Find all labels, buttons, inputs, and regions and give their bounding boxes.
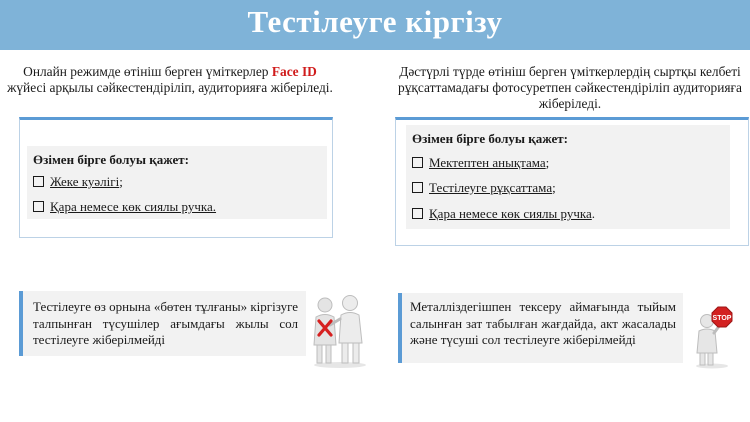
online-requirements-box (27, 146, 327, 219)
metal-detector-warning-box (398, 293, 683, 363)
online-requirements-panel (19, 117, 333, 238)
traditional-requirements-box (406, 125, 730, 229)
title-banner (0, 0, 750, 50)
requirement-punct: ; (119, 174, 123, 189)
traditional-requirements-title: Өзімен бірге болуы қажет: (412, 131, 568, 146)
traditional-requirements-panel (395, 117, 749, 246)
two-people-forbidden-icon (308, 293, 372, 369)
requirement-label: Тестілеуге рұқсаттама (429, 180, 553, 195)
checkbox-square-icon (412, 208, 423, 219)
online-intro-end: жүйесі арқылы сәйкестендіріліп, аудиторияға жіберіледі. (7, 80, 333, 95)
requirement-label: Жеке куәлігі (50, 174, 120, 189)
requirement-punct: ; (552, 180, 556, 195)
requirement-label: Мектептен анықтама (429, 155, 546, 170)
accent-stripe (19, 291, 23, 356)
checkbox-square-icon (412, 157, 423, 168)
traditional-requirement-school-certificate (412, 155, 549, 171)
traditional-requirement-test-permit (412, 180, 556, 196)
online-intro (4, 64, 336, 96)
traditional-requirement-pen (412, 206, 595, 222)
requirement-label: Қара немесе көк сиялы ручка (429, 206, 592, 221)
online-intro-start: Онлайн режимде өтініш берген үміткерлер (23, 64, 272, 79)
checkbox-square-icon (412, 182, 423, 193)
stop-sign-text: STOP (712, 315, 732, 322)
face-id-highlight: Face ID (271, 64, 317, 79)
requirement-punct: . (591, 206, 596, 221)
online-requirements-title: Өзімен бірге болуы қажет: (33, 152, 189, 167)
checkbox-square-icon (33, 201, 44, 212)
accent-stripe (398, 293, 402, 363)
person-stop-sign-icon (690, 297, 736, 369)
traditional-intro: Дәстүрлі түрде өтініш берген үміткерлердің сыртқы келбеті рұқсаттамадағы фотосуретпен сәйкестендіріліп аудиторияға жіберіледі. (398, 64, 742, 111)
online-requirement-id-card (33, 174, 123, 190)
checkbox-square-icon (33, 176, 44, 187)
metal-detector-warning-text: Металліздегішпен тексеру аймағында тыйым салынған зат табылған жағдайда, акт жасалады және түсуші сол тестілеуге жіберілмейді (410, 299, 676, 347)
impersonation-warning-box (19, 291, 306, 356)
impersonation-warning-text: Тестілеуге өз орнына «бөтен тұлғаны» кіргізуге талпынған түсушілер ағымдағы жылы сол тестілеуге жіберілмейді (33, 299, 298, 347)
online-requirement-pen (33, 199, 216, 215)
requirement-punct: ; (545, 155, 550, 170)
requirement-label: Қара немесе көк сиялы ручка. (50, 199, 217, 214)
page-title: Тестілеуге кіргізу (247, 4, 503, 39)
